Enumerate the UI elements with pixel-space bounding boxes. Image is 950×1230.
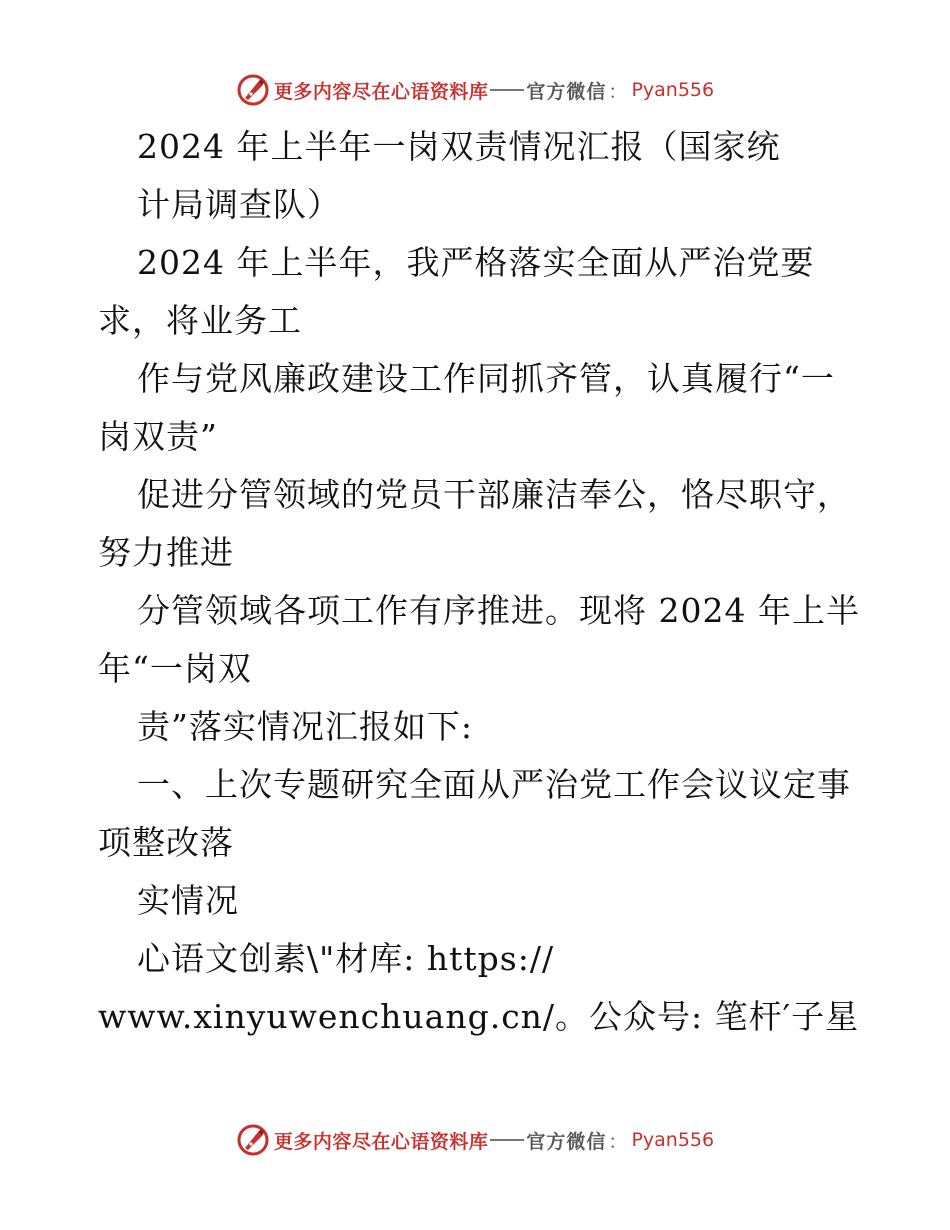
paragraph-line: 作与党风廉政建设工作同抓齐管，认真履行“一 xyxy=(137,359,835,398)
source-note-line-1: 心语文创素\"材库: https:// xyxy=(137,939,555,978)
paragraph-line: 2024 年上半年，我严格落实全面从严治党要 xyxy=(137,243,815,282)
watermark-wechat-label: 官方微信 xyxy=(526,80,607,103)
watermark-account: Pyan556 xyxy=(631,1129,715,1151)
paragraph-line: 岗双责” xyxy=(98,417,218,456)
watermark-brand-text: 更多内容尽在心语资料库 xyxy=(273,1130,489,1153)
watermark-dash xyxy=(490,89,524,91)
section-heading-line-3: 实情况 xyxy=(137,881,239,920)
paragraph-line: 分管领域各项工作有序推进。现将 2024 年上半 xyxy=(137,591,860,630)
paragraph-line: 责”落实情况汇报如下: xyxy=(137,707,473,746)
source-note-line-2: www.xinyuwenchuang.cn/。公众号: 笔杆′子星 xyxy=(98,997,860,1036)
watermark-account: Pyan556 xyxy=(631,79,715,101)
document-title-line-2: 计局调查队） xyxy=(137,185,341,224)
header-watermark xyxy=(0,70,950,110)
watermark-wechat-label: 官方微信 xyxy=(526,1130,607,1153)
footer-watermark xyxy=(0,1120,950,1160)
paragraph-line: 求，将业务工 xyxy=(98,301,302,340)
pen-nib-logo-icon xyxy=(236,73,270,107)
watermark-colon: ： xyxy=(608,80,628,103)
section-heading-line-2: 项整改落 xyxy=(98,823,234,862)
watermark-dash xyxy=(490,1139,524,1141)
pen-nib-logo-icon xyxy=(236,1123,270,1157)
section-heading-line-1: 一、上次专题研究全面从严治党工作会议议定事 xyxy=(137,765,851,804)
watermark-brand-text: 更多内容尽在心语资料库 xyxy=(273,80,489,103)
document-title-line-1: 2024 年上半年一岗双责情况汇报（国家统 xyxy=(137,127,781,166)
paragraph-line: 努力推进 xyxy=(98,533,234,572)
paragraph-line: 年“一岗双 xyxy=(98,649,252,688)
paragraph-line: 促进分管领域的党员干部廉洁奉公，恪尽职守， xyxy=(137,475,851,514)
watermark-colon: ： xyxy=(608,1130,628,1153)
